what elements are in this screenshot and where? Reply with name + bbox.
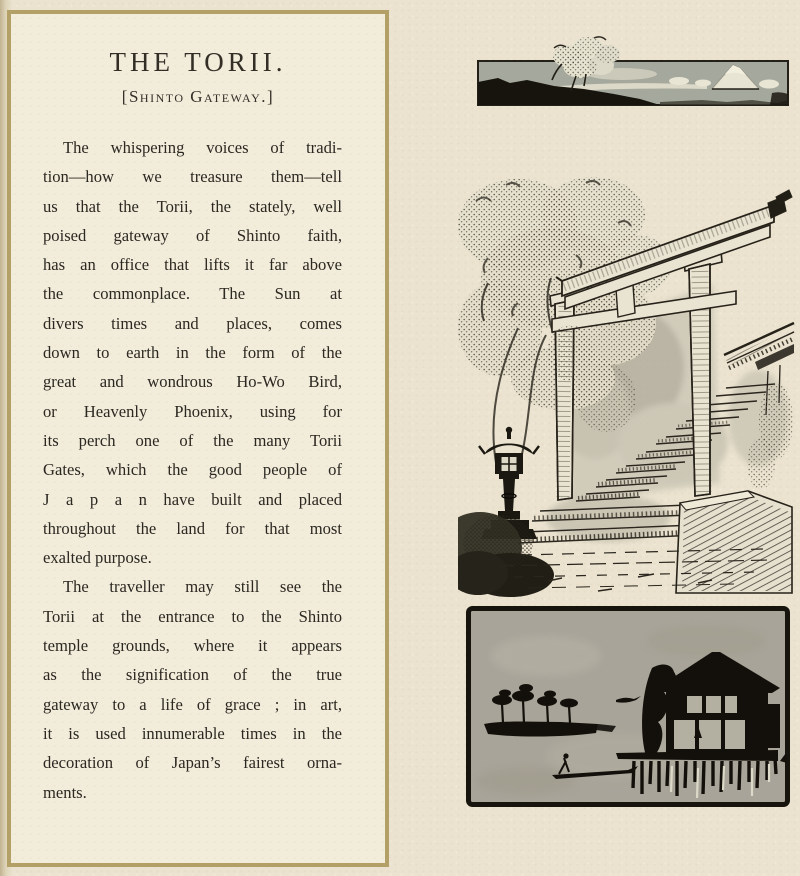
- article-text: [43, 133, 342, 807]
- lake-house-plate-illustration: [466, 606, 790, 807]
- text-line: J a p a n have built and placed: [43, 489, 342, 509]
- bush-between-pillars: [576, 364, 636, 432]
- paragraph-1: [43, 133, 342, 572]
- text-line: us that the Torii, the stately, well: [43, 196, 342, 216]
- text-line: temple grounds, where it appears: [43, 636, 342, 656]
- text-line: decoration of Japan’s fairest orna-: [43, 753, 342, 773]
- strip-scene: [478, 37, 788, 105]
- text-line: great and wondrous Ho-Wo Bird,: [43, 372, 342, 392]
- text-line: The traveller may still see the: [63, 577, 342, 597]
- text-line: Torii at the entrance to the Shinto: [43, 606, 342, 626]
- text-line: poised gateway of Shinto faith,: [43, 225, 342, 245]
- text-line: the commonplace. The Sun at: [43, 284, 342, 304]
- text-line: has an office that lifts it far above: [43, 255, 342, 275]
- text-line: divers times and places, comes: [43, 313, 342, 333]
- page-subtitle: [Shinto Gateway.]: [121, 87, 275, 106]
- text-line: its perch one of the many Torii: [43, 430, 342, 450]
- text-line: or Heavenly Phoenix, using for: [43, 401, 342, 421]
- stone-plinth: [676, 491, 792, 593]
- cloud: [669, 77, 689, 85]
- text-line: Gates, which the good people of: [43, 460, 342, 480]
- fuji-landscape-strip-illustration: [472, 36, 794, 110]
- paragraph-2: [43, 572, 342, 806]
- text-line: as the signification of the true: [43, 665, 342, 685]
- text-line: The whispering voices of tradi-: [63, 138, 342, 157]
- text-line: throughout the land for that most: [43, 518, 342, 538]
- torii-gate-illustration: [458, 163, 795, 597]
- text-line: exalted purpose.: [43, 548, 152, 568]
- text-line: down to earth in the form of the: [43, 343, 342, 363]
- page-title: THE TORII.: [109, 47, 287, 77]
- text-line: ments.: [43, 782, 87, 802]
- plate-scene: [469, 609, 788, 805]
- text-line: tion—how we treasure them—tell: [43, 167, 342, 187]
- cloud: [759, 80, 779, 89]
- dark-bush: [458, 512, 554, 597]
- cloud: [695, 80, 711, 87]
- text-line: gateway to a life of grace ; in art,: [43, 694, 342, 714]
- text-panel-frame: [7, 10, 389, 867]
- text-line: it is used innumerable times in the: [43, 723, 342, 743]
